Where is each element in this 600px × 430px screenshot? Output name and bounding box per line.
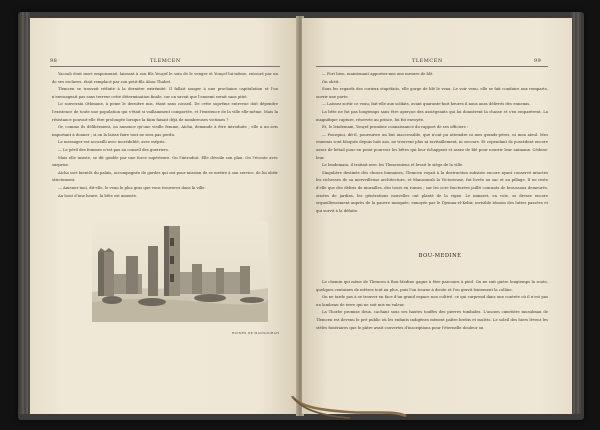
paragraph: Singulière destinée des choses humaines, Tlemcen voyait à la destruction subsiste encore ayant conservé intactes les richesses de sa merveilleuse architecture, et Mansourah la Victorieuse, fut livrée au sac et au pillage. Il ne reste d'elle que des débris de murailles, des tours en ruines ; sur les ocre fracturées jaillit courants de broussaux demeurés, ornées de jardins, les générations nouvelles ont planté de la vigne. Le minaret, en voie, se dresse encore orgueilleusement auprès de la pauvre mosquée, ennoyée par le Djemaa-el-Kebir, invisible témoin des luttes passées et qui survit à la défaite. [316,169,548,213]
cover-edge-right [571,12,581,414]
paragraph: Mais elle insiste, se dit guidée par une force supérieure. On l'introduit. Elle dévoile son plan. On l'écoute avec surprise. [52,154,278,168]
bookmark-ribbon[interactable] [288,396,408,422]
round-tower [98,248,114,296]
paragraph: La bête ne fut pas longtemps sans être aperçue des assiégeants qui lui donnèrent la chasse et s'en emparèrent. La magnifique capture, réservée au prince, lui fut envoyée. [316,108,548,122]
paragraph: Sous les regards des curieux stupéfaits, elle gorge de blé le veau. Le voir venu, elle se fait conduire aux remparts, ouvrir une porte. [316,86,548,99]
ruined-tower [148,246,158,296]
paragraph: Yacoub était mort empoisonné, laissant à son fils Youçef le soin de le venger et Youçef lui-même, entouré par un de ses esclaves, était remplacé par son petit-fils Abou Thabet. [52,71,278,84]
paragraph: Tlemcen se trouvait réduite à la dernière extrémité. Il fallait songer à une prochaine capitulation et l'on n'envisageait pas sans terreur cette détermination finale, car on savait que l'ennemi serait sans pitié. [52,86,278,99]
paragraph: Le lendemain, il traitait avec les Tlemceniens et levait le siège de la ville. [322,162,464,168]
paragraph: — Amenez-moi, dit-elle, le veau le plus gras que vous trouverez dans la ville. [58,184,206,190]
right-page [302,18,572,414]
paragraph: — Pourquoi, dit-il, poursuivre un but inaccessible, que n'ont pu atteindre ni mes grands-pères, ni mon aïeul. Mes ennemis sont bloqués depuis huit ans, ne trouvent plus ni ravitaillement, ni secours. Et cependant ils possèdent encore assez de bétail pour en point pourvoir les bêtes qui leur échappent et assez de blé pour nourrir leur animaux. Cédons-leur. [316,131,548,160]
paragraph: La Thorbe promise deux, cachant sous ses hautes touffes des pierres tombales. L'ancien cimetière musulman de Tlemcen est devenu le pré public où les enfants indigènes mènent paître brebis et mulets. Le soleil des hiers lèvent les stèles funéraires que le pâtre avait couvertes d'inscriptions pour l'éternelle douleur ou [316,309,548,330]
right-header-rule [316,66,548,67]
paragraph: Le messager est accueilli avec incrédulité, avec mépris. [58,139,166,145]
paragraph: Aïcha sort bientôt du palais, accompagnée de gardes qui ont pour mission de se mettre à son service, de lui obéir strictement. [52,169,278,183]
minaret [164,226,180,296]
left-running-head: TLEMCEN [150,58,181,64]
ruins-illustration [92,222,268,322]
paragraph: — Le péril des femmes n'est pas au conseil des guerriers. [58,146,170,152]
cover-edge-left [20,12,30,414]
right-running-head: TLEMCEN [412,58,443,64]
paragraph: On ne tarde pas à se trouver en face d'un grand espace non cultivé, ce qui surprend dans une contrée où il n'est pas un lambeau de terre qui ne soit mis en valeur. [316,294,548,307]
paragraph: Au bout d'une heure, la bête est amenée. [58,192,138,198]
section-title: BOU-MEDINE [418,253,462,259]
right-body-text-top [316,70,548,214]
broken-tower [126,256,138,294]
illustration-caption: RUINES DE MANSOURAH [232,331,279,335]
left-header-rule [50,66,280,67]
left-page-number: 98 [50,58,58,64]
paragraph: Or, comme ils délibéraient, on annonce qu'une vieille femme, Aïcha, demande à être introduite ; elle a un avis important à donner ; si on la laisse faire tout ne sera pas perdu. [52,124,278,137]
paragraph: — Fort bien, maintenant apportez-moi une mesure de blé. [322,71,434,76]
paragraph: Le souverain Othmane, à peine le dernière mis, étant sans conseil. De cette suprême entrevue doit dépendre l'existence de toute une population qui s'était si vaillamment comportée, et l'existence de la ville elle-même. Mais la résistance pouvait-elle être prolongée lorsque la faim faisait déjà de nombreuses victimes ? [52,101,278,122]
paragraph: Et, le lendemain, Youçef promène connaissance du rapport de ses officiers : [322,124,469,130]
right-page-number: 99 [534,58,542,64]
paragraph: — Laissez sortir ce veau, fait-elle aux soldats, avant quarante-huit heures il nous aura délivrés des ennemis. [322,101,531,107]
left-page [30,18,298,414]
paragraph: On obéit. [322,78,340,84]
left-body-text [52,70,278,199]
right-body-text-bottom [316,278,548,331]
paragraph: Le chemin qui mène de Tlemcen à Bou-Medine gagne à être parcouru à pied. On ne suit guère longtemps la route, quelques centaines de mètres tout au plus, puis l'on tourne à droite et l'on gravit lentement la colline. [316,279,548,292]
